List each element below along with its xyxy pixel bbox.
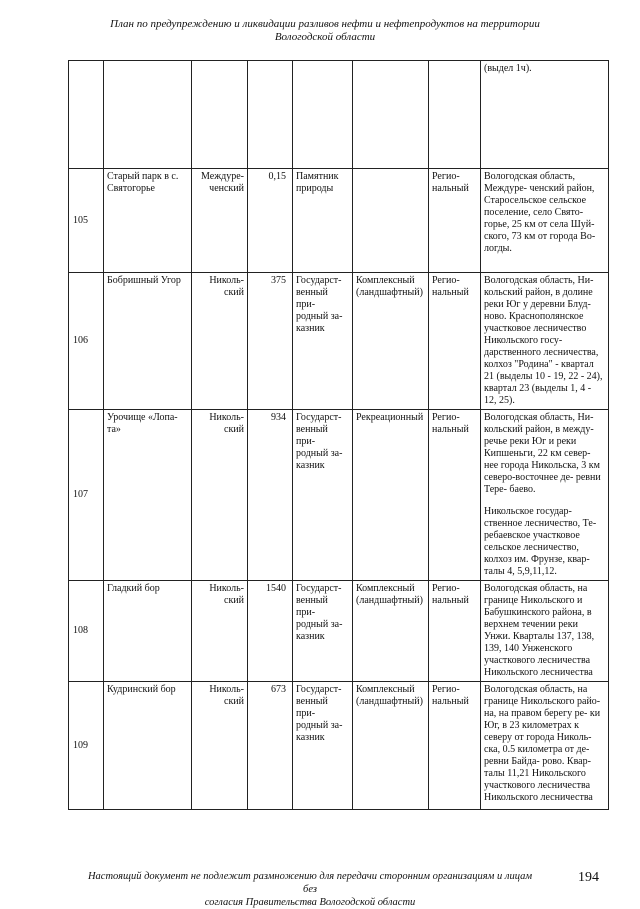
cell-name: Урочище «Лопа- та»	[104, 410, 192, 581]
cell-profile: Комплексный (ландшафтный)	[353, 581, 429, 682]
cell-num: 108	[69, 581, 104, 682]
cell-district: Междуре- ченский	[192, 169, 248, 273]
cell-name: Гладкий бор	[104, 581, 192, 682]
cell-location: (выдел 1ч).	[481, 61, 609, 169]
cell-category	[293, 61, 353, 169]
cell-category: Государст- венный при- родный за- казник	[293, 682, 353, 810]
cell-category: Государст- венный при- родный за- казник	[293, 410, 353, 581]
cell-district: Николь- ский	[192, 682, 248, 810]
cell-district: Николь- ский	[192, 273, 248, 410]
cell-profile: Рекреационный	[353, 410, 429, 581]
cell-significance	[429, 61, 481, 169]
table-row-continuation	[69, 61, 609, 169]
cell-district: Николь- ский	[192, 410, 248, 581]
header-line-1: План по предупреждению и ликвидации разливов нефти и нефтепродуктов на территории	[110, 18, 540, 30]
cell-category: Государст- венный при- родный за- казник	[293, 273, 353, 410]
page-header	[60, 18, 590, 44]
footer-line-1: Настоящий документ не подлежит размножению для передачи сторонним организациям и лицам без	[87, 871, 533, 895]
cell-significance: Регио- нальный	[429, 169, 481, 273]
cell-location: Вологодская область, на границе Никольского райо- на, на правом берегу ре- ки Юг, в 23 километрах к северу от города Николь- ска, 0.5 километра от де- ревни Байда- рово. Квар- талы 11,21 Никольского участкового лесничества Никольского лесничества	[481, 682, 609, 810]
cell-name	[104, 61, 192, 169]
page-footer	[80, 870, 540, 909]
cell-profile: Комплексный (ландшафтный)	[353, 273, 429, 410]
cell-district	[192, 61, 248, 169]
cell-name: Бобришный Угор	[104, 273, 192, 410]
cell-location: Вологодская область, Междуре- ченский район, Старосельское сельское поселение, село Свято- горье, 25 км от села Шуй- ского, 73 км от города Во- логды.	[481, 169, 609, 273]
cell-location: Вологодская область, на границе Никольского и Бабушкинского района, в верхнем течении реки Унжи. Кварталы 137, 138, 139, 140 Унженского участкового лесничества Никольского лесничества	[481, 581, 609, 682]
cell-area: 673	[248, 682, 293, 810]
cell-name: Кудринский бор	[104, 682, 192, 810]
cell-num: 107	[69, 410, 104, 581]
location-paragraph-2: Никольское государ- ственное лесничество, Те- ребаевское участковое сельское лесничество, колхоз им. Фрунзе, квар- талы 4, 5,9,11,12.	[484, 506, 597, 577]
table-row	[69, 410, 609, 581]
cell-num	[69, 61, 104, 169]
cell-area: 1540	[248, 581, 293, 682]
page-number: 194	[578, 870, 599, 885]
footer-line-2: согласия Правительства Вологодской области	[204, 897, 416, 908]
cell-category: Памятник природы	[293, 169, 353, 273]
table-row	[69, 273, 609, 410]
protected-areas-table	[68, 60, 609, 810]
cell-profile	[353, 61, 429, 169]
cell-significance: Регио- нальный	[429, 682, 481, 810]
cell-significance: Регио- нальный	[429, 581, 481, 682]
cell-area: 0,15	[248, 169, 293, 273]
cell-category: Государст- венный при- родный за- казник	[293, 581, 353, 682]
table-row	[69, 169, 609, 273]
cell-profile: Комплексный (ландшафтный)	[353, 682, 429, 810]
table-row	[69, 682, 609, 810]
cell-location	[481, 410, 609, 581]
cell-area	[248, 61, 293, 169]
cell-significance: Регио- нальный	[429, 273, 481, 410]
cell-profile	[353, 169, 429, 273]
cell-location: Вологодская область, Ни- кольский район, в долине реки Юг у деревни Блуд- ново. Краснополянское участковое лесничество Никольского госу- дарственного лесничества, колхоз "Родина" - квартал 21 (выделы 10 - 19, 22 - 24), квартал 23 (выделы 1, 4 - 12, 25).	[481, 273, 609, 410]
table-row	[69, 581, 609, 682]
cell-area: 934	[248, 410, 293, 581]
cell-area: 375	[248, 273, 293, 410]
cell-num: 106	[69, 273, 104, 410]
cell-num: 109	[69, 682, 104, 810]
header-line-2: Вологодской области	[274, 31, 376, 43]
cell-district: Николь- ский	[192, 581, 248, 682]
cell-num: 105	[69, 169, 104, 273]
cell-name: Старый парк в с. Святогорье	[104, 169, 192, 273]
location-paragraph: Вологодская область, Ни- кольский район, в между- речье реки Юг и реки Кипшеньги, 22 км север- нее города Никольска, 3 км северо-восточнее де- ревни Тере- баево.	[484, 412, 601, 495]
cell-significance: Регио- нальный	[429, 410, 481, 581]
